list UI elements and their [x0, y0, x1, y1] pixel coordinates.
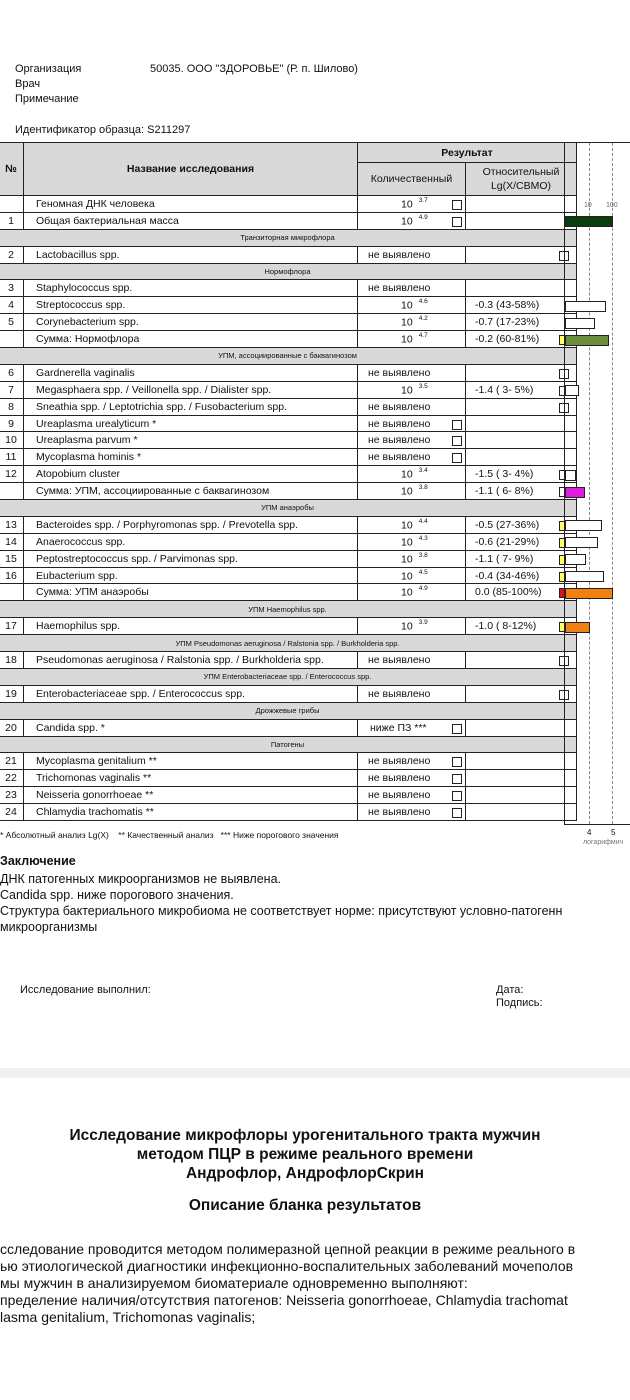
quantity-text: не выявлено: [368, 417, 431, 430]
quantity-base: 10: [401, 553, 413, 566]
section-title: УПМ Pseudomonas aeruginosa / Ralstonia spp. / Burkholderia spp.: [0, 635, 577, 652]
quantity-value: [401, 468, 428, 481]
quantity-base: 10: [401, 333, 413, 346]
row-number: 4: [0, 297, 24, 314]
row-number: 11: [0, 449, 24, 466]
table-row: [0, 246, 577, 263]
section-title: УПМ анаэробы: [0, 500, 577, 517]
row-name: Eubacterium spp.: [24, 567, 358, 584]
quantity-base: 10: [401, 468, 413, 481]
quantity-checkbox: [452, 436, 462, 446]
quantity-value: [401, 586, 428, 599]
row-name: Pseudomonas aeruginosa / Ralstonia spp. / Burkholderia spp.: [24, 652, 358, 669]
quantity-text: не выявлено: [368, 789, 431, 802]
quantity-exponent: 3.8: [418, 551, 428, 559]
row-number: 22: [0, 770, 24, 787]
table-row: [0, 516, 577, 533]
quantity-base: 10: [401, 586, 413, 599]
quantity-exponent: 4.6: [418, 298, 428, 306]
doctor-label: Врач: [15, 78, 41, 90]
row-number: 21: [0, 753, 24, 770]
results-table: [0, 142, 577, 821]
row-name: Haemophilus spp.: [24, 618, 358, 635]
conclusion-line: ДНК патогенных микроорганизмов не выявлена.: [0, 872, 281, 886]
row-number: [0, 584, 24, 601]
quantity-exponent: 3.5: [418, 382, 428, 390]
row-number: 20: [0, 719, 24, 736]
quantity-text: не выявлено: [368, 755, 431, 768]
row-name: Atopobium cluster: [24, 466, 358, 483]
quantity-checkbox: [452, 420, 462, 430]
row-relative: [466, 246, 577, 263]
row-number: [0, 483, 24, 500]
row-relative: [466, 804, 577, 821]
table-row: [0, 652, 577, 669]
quantity-value: [401, 316, 428, 329]
table-row: [0, 314, 577, 331]
footnote: * Абсолютный анализ Lg(X) ** Качественный анализ *** Ниже порогового значения: [0, 830, 339, 840]
row-number: 1: [0, 212, 24, 229]
row-relative: [466, 770, 577, 787]
section-header-row: [0, 702, 577, 719]
header-rel-line2: Lg(X/СВМО): [490, 180, 552, 193]
quantity-value: [401, 215, 428, 228]
quantity-value: [401, 519, 428, 532]
quantity-base: 10: [401, 570, 413, 583]
row-number: 15: [0, 550, 24, 567]
row-name: Streptococcus spp.: [24, 297, 358, 314]
section-header-row: [0, 229, 577, 246]
row-quantity: [358, 618, 466, 635]
row-relative: [466, 297, 577, 314]
organization-value: 50035. ООО "ЗДОРОВЬЕ" (Р. п. Шилово): [150, 63, 358, 75]
chart-bar: [565, 470, 576, 481]
row-name: Staphylococcus spp.: [24, 280, 358, 297]
header-num: №: [0, 143, 24, 196]
table-row: [0, 685, 577, 702]
chart-bar: [565, 554, 586, 565]
quantity-text: не выявлено: [368, 400, 431, 413]
section-title: УПМ Enterobacteriaceae spp. / Enterococcus spp.: [0, 668, 577, 685]
row-name: Bacteroides spp. / Porphyromonas spp. / Prevotella spp.: [24, 516, 358, 533]
relative-value: -0.5 (27-36%): [475, 518, 540, 531]
chart-bar: [565, 318, 595, 329]
table-row: [0, 196, 577, 213]
table-row: [0, 449, 577, 466]
row-name: Геномная ДНК человека: [24, 196, 358, 213]
row-name: Ureaplasma urealyticum *: [24, 415, 358, 432]
row-relative: [466, 381, 577, 398]
quantity-exponent: 4.9: [418, 585, 428, 593]
performed-by-label: Исследование выполнил:: [20, 984, 151, 996]
quantity-base: 10: [401, 519, 413, 532]
row-relative: [466, 432, 577, 449]
row-number: 14: [0, 533, 24, 550]
quantity-checkbox: [452, 808, 462, 818]
row-quantity: [358, 212, 466, 229]
row-name: Enterobacteriaceae spp. / Enterococcus spp.: [24, 685, 358, 702]
row-name: Mycoplasma hominis *: [24, 449, 358, 466]
quantity-text: не выявлено: [368, 434, 431, 447]
row-quantity: [358, 567, 466, 584]
row-quantity: [358, 415, 466, 432]
section-header-row: [0, 635, 577, 652]
row-quantity: [358, 466, 466, 483]
quantity-value: [401, 570, 428, 583]
row-relative: [466, 753, 577, 770]
row-relative: [466, 314, 577, 331]
table-row: [0, 719, 577, 736]
conclusion-line: Candida spp. ниже порогового значения.: [0, 888, 234, 902]
row-relative: [466, 618, 577, 635]
quantity-text: не выявлено: [368, 248, 431, 261]
page-separator: [0, 1068, 630, 1078]
relative-value: -0.6 (21-29%): [475, 535, 540, 548]
description-paragraph-line: сследование проводится методом полимеразной цепной реакции в режиме реального в: [0, 1241, 576, 1257]
chart-bar: [565, 520, 602, 531]
quantity-checkbox: [452, 453, 462, 463]
row-name: Neisseria gonorrhoeae **: [24, 787, 358, 804]
quantity-exponent: 4.3: [418, 534, 428, 542]
row-name: Сумма: УПМ анаэробы: [24, 584, 358, 601]
row-relative: [466, 466, 577, 483]
section-header-row: [0, 601, 577, 618]
row-quantity: [358, 449, 466, 466]
row-number: 3: [0, 280, 24, 297]
header-result: Результат: [358, 143, 577, 163]
table-row: [0, 432, 577, 449]
row-name: Сумма: Нормофлора: [24, 331, 358, 348]
description-title-line: Исследование микрофлоры урогенитального тракта мужчин: [69, 1127, 541, 1144]
table-row: [0, 398, 577, 415]
quantity-base: 10: [401, 316, 413, 329]
relative-value: -1.0 ( 8-12%): [475, 620, 537, 633]
quantity-exponent: 4.7: [418, 332, 428, 340]
relative-value: -1.1 ( 7- 9%): [475, 552, 534, 565]
row-number: 5: [0, 314, 24, 331]
chart-bar: [565, 571, 604, 582]
quantity-value: [401, 620, 428, 633]
header-rel-line1: Относительный: [482, 166, 560, 179]
table-row: [0, 381, 577, 398]
quantity-checkbox: [452, 724, 462, 734]
row-relative: [466, 787, 577, 804]
description-paragraph-line: пределение наличия/отсутствия патогенов: Neisseria gonorrhoeae, Chlamydia trachomat: [0, 1292, 568, 1308]
row-name: Сумма: УПМ, ассоциированные с баквагинозом: [24, 483, 358, 500]
table-row: [0, 550, 577, 567]
row-number: 6: [0, 364, 24, 381]
chart-bar: [565, 301, 606, 312]
quantity-value: [401, 299, 428, 312]
row-quantity: [358, 280, 466, 297]
row-number: 13: [0, 516, 24, 533]
row-relative: [466, 533, 577, 550]
quantity-base: 10: [401, 485, 413, 498]
section-header-row: [0, 348, 577, 365]
row-number: 24: [0, 804, 24, 821]
quantity-checkbox: [452, 791, 462, 801]
table-row: [0, 753, 577, 770]
row-quantity: [358, 364, 466, 381]
table-row: [0, 297, 577, 314]
quantity-exponent: 3.4: [418, 467, 428, 475]
header-quant: Количественный: [358, 163, 466, 196]
quantity-checkbox: [452, 774, 462, 784]
cropped-text-fragment: [150, 47, 158, 52]
relative-value: -0.3 (43-58%): [475, 299, 540, 312]
row-quantity: [358, 314, 466, 331]
quantity-text: не выявлено: [368, 687, 431, 700]
row-name: Anaerococcus spp.: [24, 533, 358, 550]
row-number: 8: [0, 398, 24, 415]
row-quantity: [358, 770, 466, 787]
quantity-checkbox: [452, 757, 462, 767]
gridline-4: [589, 143, 590, 824]
row-quantity: [358, 196, 466, 213]
log-scale-chart: [564, 142, 630, 825]
row-name: Megasphaera spp. / Veillonella spp. / Dialister spp.: [24, 381, 358, 398]
row-quantity: [358, 297, 466, 314]
row-number: 9: [0, 415, 24, 432]
row-name: Trichomonas vaginalis **: [24, 770, 358, 787]
quantity-exponent: 3.8: [418, 484, 428, 492]
row-quantity: [358, 719, 466, 736]
row-relative: [466, 331, 577, 348]
chart-bar: [565, 335, 609, 346]
row-relative: [466, 550, 577, 567]
quantity-checkbox: [452, 217, 462, 227]
row-name: Candida spp. *: [24, 719, 358, 736]
row-number: 19: [0, 685, 24, 702]
tick-100: 100: [606, 202, 618, 209]
row-quantity: [358, 533, 466, 550]
gridline-5: [612, 143, 613, 824]
relative-value: -1.5 ( 3- 4%): [475, 468, 534, 481]
table-row: [0, 584, 577, 601]
row-number: 17: [0, 618, 24, 635]
date-label: Дата:: [496, 984, 524, 996]
tick-10: 10: [584, 202, 592, 209]
row-relative: [466, 652, 577, 669]
row-relative: [466, 483, 577, 500]
row-quantity: [358, 753, 466, 770]
table-row: [0, 466, 577, 483]
table-row: [0, 483, 577, 500]
section-header-row: [0, 736, 577, 753]
quantity-text: не выявлено: [368, 366, 431, 379]
row-number: 12: [0, 466, 24, 483]
section-header-row: [0, 500, 577, 517]
row-quantity: [358, 381, 466, 398]
quantity-text: ниже ПЗ ***: [370, 721, 427, 734]
section-title: УПМ Haemophilus spp.: [0, 601, 577, 618]
quantity-base: 10: [401, 299, 413, 312]
chart-bar: [565, 385, 579, 396]
row-relative: [466, 516, 577, 533]
axis-tick-4: 4: [587, 828, 592, 837]
table-row: [0, 770, 577, 787]
quantity-checkbox: [452, 200, 462, 210]
quantity-value: [401, 536, 428, 549]
quantity-value: [401, 333, 428, 346]
row-relative: [466, 584, 577, 601]
row-quantity: [358, 331, 466, 348]
table-row: [0, 364, 577, 381]
row-number: [0, 331, 24, 348]
sample-id: Идентификатор образца: S211297: [15, 124, 191, 136]
row-quantity: [358, 652, 466, 669]
table-row: [0, 212, 577, 229]
relative-value: 0.0 (85-100%): [475, 586, 542, 599]
row-number: [0, 196, 24, 213]
axis-label: логарифмич: [583, 839, 624, 846]
row-quantity: [358, 516, 466, 533]
quantity-base: 10: [401, 536, 413, 549]
row-name: Ureaplasma parvum *: [24, 432, 358, 449]
quantity-text: не выявлено: [368, 451, 431, 464]
description-title-line: Андрофлор, АндрофлорСкрин: [185, 1165, 425, 1182]
row-quantity: [358, 550, 466, 567]
row-number: 16: [0, 567, 24, 584]
table-row: [0, 567, 577, 584]
row-name: Общая бактериальная масса: [24, 212, 358, 229]
description-paragraph-line: мы мужчин в анализируемом биоматериале одновременно выполняют:: [0, 1275, 468, 1291]
row-relative: [466, 212, 577, 229]
row-quantity: [358, 804, 466, 821]
section-title: УПМ, ассоциированные с баквагинозом: [0, 348, 577, 365]
organization-label: Организация: [15, 63, 82, 75]
row-relative: [466, 280, 577, 297]
quantity-value: [401, 485, 428, 498]
description-paragraph-line: ью этиологической диагностики инфекционно-воспалительных заболеваний мочеполов: [0, 1258, 574, 1274]
axis-tick-5: 5: [611, 828, 616, 837]
quantity-base: 10: [401, 384, 413, 397]
row-name: Corynebacterium spp.: [24, 314, 358, 331]
conclusion-line: Структура бактериального микробиома не соответствует норме: присутствуют условно-патогенн: [0, 904, 563, 918]
conclusion-line: микроорганизмы: [0, 920, 98, 934]
row-relative: [466, 196, 577, 213]
quantity-exponent: 3.7: [418, 197, 428, 204]
relative-value: -1.1 ( 6- 8%): [475, 485, 534, 498]
row-relative: [466, 719, 577, 736]
table-row: [0, 804, 577, 821]
quantity-exponent: 4.5: [418, 568, 428, 576]
header-rel: [466, 163, 577, 196]
row-quantity: [358, 398, 466, 415]
row-name: Lactobacillus spp.: [24, 246, 358, 263]
description-subtitle: Описание бланка результатов: [188, 1197, 422, 1214]
table-row: [0, 787, 577, 804]
row-relative: [466, 415, 577, 432]
chart-bar: [565, 487, 585, 498]
description-title-line: методом ПЦР в режиме реального времени: [136, 1146, 474, 1163]
quantity-text: не выявлено: [368, 806, 431, 819]
chart-bar: [565, 216, 613, 227]
quantity-exponent: 4.2: [418, 315, 428, 323]
chart-bar: [565, 588, 613, 599]
row-quantity: [358, 432, 466, 449]
section-title: Патогены: [0, 736, 577, 753]
row-relative: [466, 364, 577, 381]
quantity-base: 10: [401, 198, 413, 211]
table-row: [0, 618, 577, 635]
quantity-base: 10: [401, 620, 413, 633]
row-quantity: [358, 685, 466, 702]
section-title: Дрожжевые грибы: [0, 702, 577, 719]
row-number: 18: [0, 652, 24, 669]
relative-value: -1.4 ( 3- 5%): [475, 383, 534, 396]
row-number: 23: [0, 787, 24, 804]
row-name: Gardnerella vaginalis: [24, 364, 358, 381]
quantity-value: [401, 553, 428, 566]
relative-value: -0.2 (60-81%): [475, 333, 540, 346]
row-name: Chlamydia trachomatis **: [24, 804, 358, 821]
table-row: [0, 280, 577, 297]
conclusion-title: Заключение: [0, 854, 76, 868]
row-quantity: [358, 787, 466, 804]
row-quantity: [358, 483, 466, 500]
section-title: Транзиторная микрофлора: [0, 229, 577, 246]
row-name: Peptostreptococcus spp. / Parvimonas spp.: [24, 550, 358, 567]
quantity-value: [401, 198, 428, 211]
row-name: Mycoplasma genitalium **: [24, 753, 358, 770]
quantity-exponent: 4.9: [418, 213, 428, 221]
table-header-row: [0, 143, 577, 163]
row-relative: [466, 685, 577, 702]
table-row: [0, 533, 577, 550]
header-name: Название исследования: [24, 143, 358, 196]
relative-value: -0.4 (34-46%): [475, 569, 540, 582]
quantity-exponent: 4.4: [418, 517, 428, 525]
chart-bar: [565, 622, 590, 633]
row-relative: [466, 398, 577, 415]
section-header-row: [0, 668, 577, 685]
relative-value: -0.7 (17-23%): [475, 316, 540, 329]
quantity-text: не выявлено: [368, 654, 431, 667]
quantity-value: [401, 384, 428, 397]
chart-bar: [565, 537, 598, 548]
row-number: 2: [0, 246, 24, 263]
section-header-row: [0, 263, 577, 280]
table-row: [0, 415, 577, 432]
quantity-exponent: 3.9: [418, 619, 428, 627]
description-paragraph-line: lasma genitalium, Trichomonas vaginalis;: [0, 1309, 256, 1325]
signature-label: Подпись:: [496, 997, 543, 1009]
row-name: Sneathia spp. / Leptotrichia spp. / Fusobacterium spp.: [24, 398, 358, 415]
quantity-base: 10: [401, 215, 413, 228]
quantity-text: не выявлено: [368, 772, 431, 785]
row-relative: [466, 449, 577, 466]
table-row: [0, 331, 577, 348]
quantity-text: не выявлено: [368, 282, 431, 295]
row-quantity: [358, 246, 466, 263]
section-title: Нормофлора: [0, 263, 577, 280]
row-number: 10: [0, 432, 24, 449]
row-relative: [466, 567, 577, 584]
row-quantity: [358, 584, 466, 601]
note-label: Примечание: [15, 93, 79, 105]
row-number: 7: [0, 381, 24, 398]
